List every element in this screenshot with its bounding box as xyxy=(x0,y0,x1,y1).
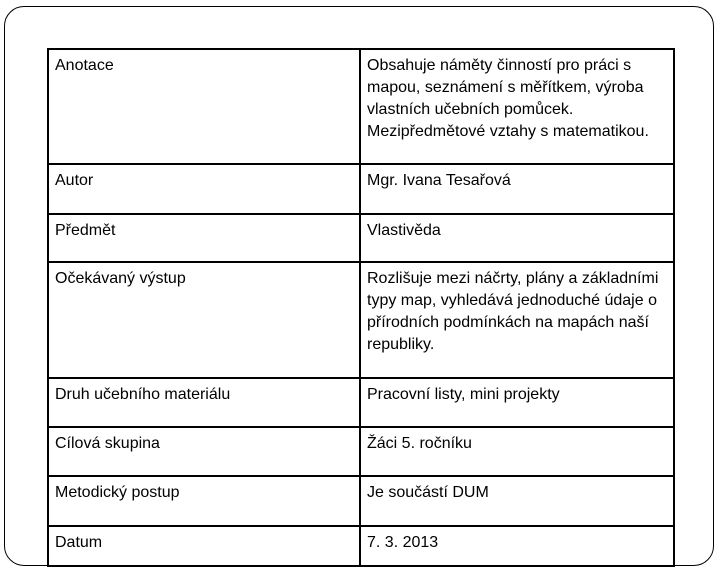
table-row-predmet xyxy=(48,214,674,262)
row-label: Metodický postup xyxy=(48,476,360,526)
metadata-table xyxy=(47,48,675,567)
row-label: Datum xyxy=(48,526,360,566)
row-value: Rozlišuje mezi náčrty, plány a základními typy map, vyhledává jednoduché údaje o přírodních podmínkách na mapách naší republiky. xyxy=(360,262,674,378)
table-row-ocekavany-vystup xyxy=(48,262,674,378)
row-label: Druh učebního materiálu xyxy=(48,378,360,427)
row-value: Je součástí DUM xyxy=(360,476,674,526)
row-value: 7. 3. 2013 xyxy=(360,526,674,566)
row-label: Anotace xyxy=(48,49,360,164)
table-row-metodicky-postup xyxy=(48,476,674,526)
table-row-druh-materialu xyxy=(48,378,674,427)
row-label: Autor xyxy=(48,164,360,214)
table-row-cilova-skupina xyxy=(48,427,674,476)
row-label: Cílová skupina xyxy=(48,427,360,476)
row-label: Předmět xyxy=(48,214,360,262)
table-row-datum xyxy=(48,526,674,566)
row-value: Pracovní listy, mini projekty xyxy=(360,378,674,427)
row-label: Očekávaný výstup xyxy=(48,262,360,378)
table-row-autor xyxy=(48,164,674,214)
row-value: Obsahuje náměty činností pro práci s mapou, seznámení s měřítkem, výroba vlastních učebních pomůcek. Mezipředmětové vztahy s matematikou. xyxy=(360,49,674,164)
row-value: Vlastivěda xyxy=(360,214,674,262)
table-row-anotace xyxy=(48,49,674,164)
row-value: Žáci 5. ročníku xyxy=(360,427,674,476)
row-value: Mgr. Ivana Tesařová xyxy=(360,164,674,214)
metadata-table-container xyxy=(47,48,673,567)
